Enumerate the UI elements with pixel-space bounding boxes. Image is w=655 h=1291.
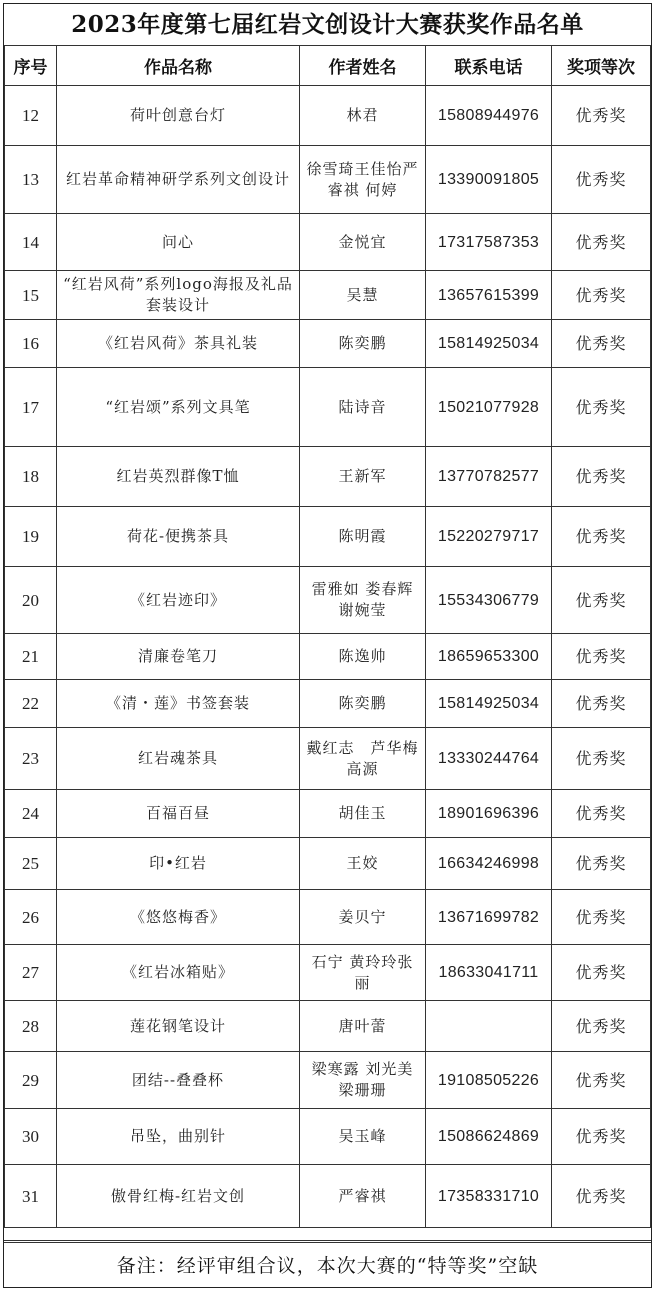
award-level: 优秀奖 <box>552 146 651 214</box>
phone-number: 17358331710 <box>426 1165 552 1228</box>
row-number: 18 <box>5 447 57 507</box>
table-row <box>5 680 651 728</box>
phone-number: 15086624869 <box>426 1109 552 1165</box>
author-names: 王姣 <box>300 838 426 890</box>
row-number: 23 <box>5 728 57 790</box>
award-level: 优秀奖 <box>552 320 651 368</box>
work-title: 吊坠，曲别针 <box>57 1109 300 1165</box>
author-names: 雷雅如 娄春辉谢婉莹 <box>300 567 426 634</box>
phone-number: 18659653300 <box>426 634 552 680</box>
award-level: 优秀奖 <box>552 838 651 890</box>
work-title: “红岩风荷”系列logo海报及礼品套装设计 <box>57 271 300 320</box>
award-level: 优秀奖 <box>552 1109 651 1165</box>
table-row <box>5 271 651 320</box>
table-row <box>5 214 651 271</box>
award-level: 优秀奖 <box>552 1165 651 1228</box>
header-award: 奖项等次 <box>552 46 651 86</box>
table-row <box>5 634 651 680</box>
award-level: 优秀奖 <box>552 790 651 838</box>
phone-number: 18633041711 <box>426 945 552 1001</box>
work-title: 百福百昼 <box>57 790 300 838</box>
row-number: 20 <box>5 567 57 634</box>
table-row <box>5 1165 651 1228</box>
table-row <box>5 728 651 790</box>
table-row <box>5 320 651 368</box>
author-names: 徐雪琦王佳怡严睿祺 何婷 <box>300 146 426 214</box>
award-level: 优秀奖 <box>552 86 651 146</box>
work-title: “红岩颂”系列文具笔 <box>57 368 300 447</box>
row-number: 17 <box>5 368 57 447</box>
row-number: 27 <box>5 945 57 1001</box>
author-names: 陈明霞 <box>300 507 426 567</box>
table-row <box>5 790 651 838</box>
row-number: 15 <box>5 271 57 320</box>
award-level: 优秀奖 <box>552 1052 651 1109</box>
phone-number: 15534306779 <box>426 567 552 634</box>
table-row <box>5 945 651 1001</box>
table-row <box>5 1109 651 1165</box>
award-table <box>4 45 651 1228</box>
award-level: 优秀奖 <box>552 567 651 634</box>
author-names: 严睿祺 <box>300 1165 426 1228</box>
header-work-title: 作品名称 <box>57 46 300 86</box>
award-level: 优秀奖 <box>552 728 651 790</box>
row-number: 26 <box>5 890 57 945</box>
row-number: 21 <box>5 634 57 680</box>
row-number: 31 <box>5 1165 57 1228</box>
phone-number: 18901696396 <box>426 790 552 838</box>
header-phone: 联系电话 <box>426 46 552 86</box>
table-row <box>5 447 651 507</box>
author-names: 吴玉峰 <box>300 1109 426 1165</box>
award-level: 优秀奖 <box>552 214 651 271</box>
work-title: 清廉卷笔刀 <box>57 634 300 680</box>
author-names: 金悦宜 <box>300 214 426 271</box>
table-row <box>5 567 651 634</box>
author-names: 王新军 <box>300 447 426 507</box>
table-row <box>5 1052 651 1109</box>
header-number: 序号 <box>5 46 57 86</box>
author-names: 唐叶蕾 <box>300 1001 426 1052</box>
phone-number: 13770782577 <box>426 447 552 507</box>
table-row <box>5 838 651 890</box>
header-author: 作者姓名 <box>300 46 426 86</box>
author-names: 吴慧 <box>300 271 426 320</box>
award-list-document <box>3 3 652 1288</box>
table-row <box>5 86 651 146</box>
phone-number: 13330244764 <box>426 728 552 790</box>
award-level: 优秀奖 <box>552 368 651 447</box>
phone-number <box>426 1001 552 1052</box>
phone-number: 13657615399 <box>426 271 552 320</box>
table-header-row <box>5 46 651 86</box>
work-title: 《悠悠梅香》 <box>57 890 300 945</box>
phone-number: 17317587353 <box>426 214 552 271</box>
work-title: 莲花钢笔设计 <box>57 1001 300 1052</box>
phone-number: 15808944976 <box>426 86 552 146</box>
row-number: 29 <box>5 1052 57 1109</box>
work-title: 红岩革命精神研学系列文创设计 <box>57 146 300 214</box>
row-number: 25 <box>5 838 57 890</box>
phone-number: 16634246998 <box>426 838 552 890</box>
phone-number: 15814925034 <box>426 320 552 368</box>
row-number: 16 <box>5 320 57 368</box>
author-names: 陈逸帅 <box>300 634 426 680</box>
work-title: 《红岩迹印》 <box>57 567 300 634</box>
author-names: 胡佳玉 <box>300 790 426 838</box>
award-level: 优秀奖 <box>552 1001 651 1052</box>
table-row <box>5 146 651 214</box>
table-row <box>5 507 651 567</box>
award-level: 优秀奖 <box>552 634 651 680</box>
row-number: 19 <box>5 507 57 567</box>
author-names: 陈奕鹏 <box>300 320 426 368</box>
phone-number: 15814925034 <box>426 680 552 728</box>
work-title: 《红岩风荷》茶具礼装 <box>57 320 300 368</box>
row-number: 13 <box>5 146 57 214</box>
author-names: 梁寒露 刘光美梁珊珊 <box>300 1052 426 1109</box>
work-title: 团结--叠叠杯 <box>57 1052 300 1109</box>
award-level: 优秀奖 <box>552 945 651 1001</box>
row-number: 24 <box>5 790 57 838</box>
award-level: 优秀奖 <box>552 680 651 728</box>
work-title: 傲骨红梅-红岩文创 <box>57 1165 300 1228</box>
work-title: 印•红岩 <box>57 838 300 890</box>
award-level: 优秀奖 <box>552 890 651 945</box>
author-names: 陆诗音 <box>300 368 426 447</box>
author-names: 林君 <box>300 86 426 146</box>
award-level: 优秀奖 <box>552 271 651 320</box>
award-level: 优秀奖 <box>552 447 651 507</box>
author-names: 戴红志 芦华梅高源 <box>300 728 426 790</box>
table-row <box>5 368 651 447</box>
work-title: 问心 <box>57 214 300 271</box>
table-body <box>5 86 651 1228</box>
work-title: 荷叶创意台灯 <box>57 86 300 146</box>
author-names: 石宁 黄玲玲张丽 <box>300 945 426 1001</box>
work-title: 荷花-便携茶具 <box>57 507 300 567</box>
work-title: 《清・莲》书签套装 <box>57 680 300 728</box>
row-number: 30 <box>5 1109 57 1165</box>
work-title: 红岩英烈群像T恤 <box>57 447 300 507</box>
award-level: 优秀奖 <box>552 507 651 567</box>
phone-number: 19108505226 <box>426 1052 552 1109</box>
table-row <box>5 890 651 945</box>
author-names: 姜贝宁 <box>300 890 426 945</box>
phone-number: 13390091805 <box>426 146 552 214</box>
footnote: 备注：经评审组合议，本次大赛的“特等奖”空缺 <box>4 1240 651 1287</box>
row-number: 14 <box>5 214 57 271</box>
document-title: 2023年度第七届红岩文创设计大赛获奖作品名单 <box>71 11 584 38</box>
row-number: 28 <box>5 1001 57 1052</box>
author-names: 陈奕鹏 <box>300 680 426 728</box>
phone-number: 13671699782 <box>426 890 552 945</box>
work-title: 红岩魂茶具 <box>57 728 300 790</box>
work-title: 《红岩冰箱贴》 <box>57 945 300 1001</box>
phone-number: 15021077928 <box>426 368 552 447</box>
row-number: 22 <box>5 680 57 728</box>
table-row <box>5 1001 651 1052</box>
row-number: 12 <box>5 86 57 146</box>
phone-number: 15220279717 <box>426 507 552 567</box>
